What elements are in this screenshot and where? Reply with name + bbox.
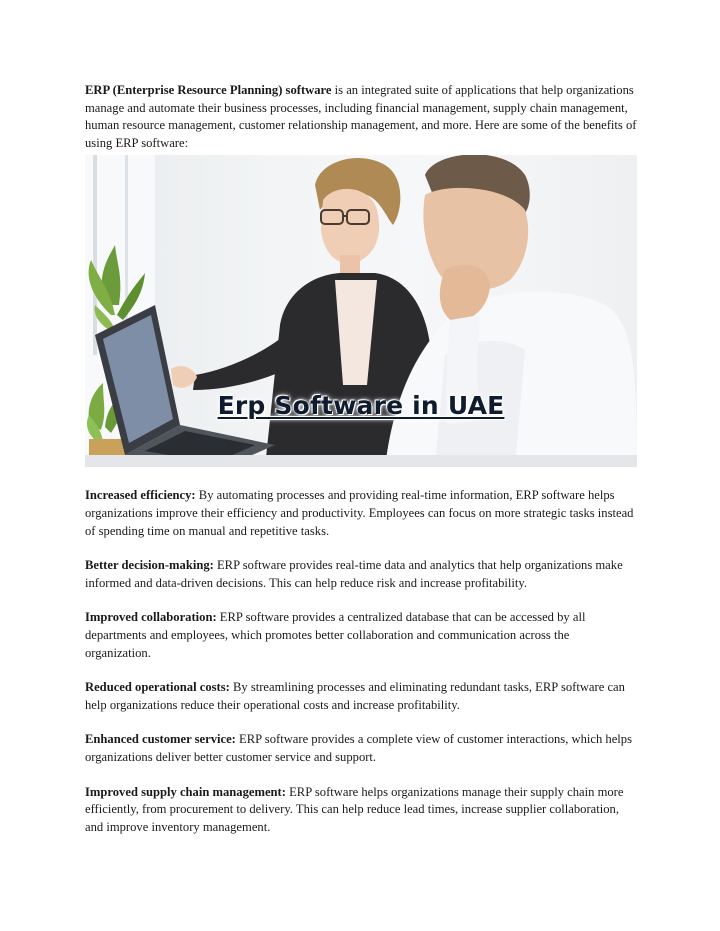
hero-caption: Erp Software in UAE [217, 391, 505, 421]
document-page [85, 82, 637, 853]
benefit-title: Enhanced customer service: [85, 732, 236, 747]
hero-illustration [85, 155, 637, 467]
benefit-improved-supply-chain-management [85, 784, 637, 837]
benefit-text: ERP software helps organizations manage their supply chain more efficiently, from procurement to delivery. This can help reduce lead times, increase supplier collaboration, and improve inventory management. [85, 784, 624, 834]
benefit-title: Improved supply chain management: [85, 784, 286, 799]
benefit-text: ERP software provides a complete view of customer interactions, which helps organizations deliver better customer service and support. [85, 732, 633, 764]
benefit-increased-efficiency [85, 487, 637, 540]
intro-paragraph [85, 82, 637, 152]
benefit-title: Increased efficiency: [85, 488, 196, 503]
benefit-title: Improved collaboration: [85, 610, 217, 625]
benefit-text: By automating processes and providing real-time information, ERP software helps organizations improve their efficiency and productivity. Employees can focus on more strategic tasks instead of spending time on manual and repetitive tasks. [85, 488, 634, 538]
man-figure [385, 155, 637, 467]
benefit-enhanced-customer-service [85, 731, 637, 766]
benefit-title: Better decision-making: [85, 558, 214, 573]
intro-lead: ERP (Enterprise Resource Planning) software [85, 83, 332, 97]
benefit-text: By streamlining processes and eliminating redundant tasks, ERP software can help organizations reduce their operational costs and increase profitability. [85, 680, 625, 712]
benefit-text: ERP software provides a centralized database that can be accessed by all departments and employees, which promotes better collaboration and communication across the organization. [85, 610, 586, 660]
benefit-reduced-operational-costs [85, 679, 637, 714]
intro-text: is an integrated suite of applications that help organizations manage and automate their business processes, including financial management, supply chain management, human resource management, customer relationship management, and more. Here are some of the benefits of using ERP software: [85, 83, 637, 150]
benefit-improved-collaboration [85, 609, 637, 662]
benefit-title: Reduced operational costs: [85, 680, 230, 695]
benefit-better-decision-making [85, 557, 637, 592]
benefit-text: ERP software provides real-time data and analytics that help organizations make informed and data-driven decisions. This can help reduce risk and increase profitability. [85, 558, 623, 590]
hero-image [85, 155, 637, 467]
